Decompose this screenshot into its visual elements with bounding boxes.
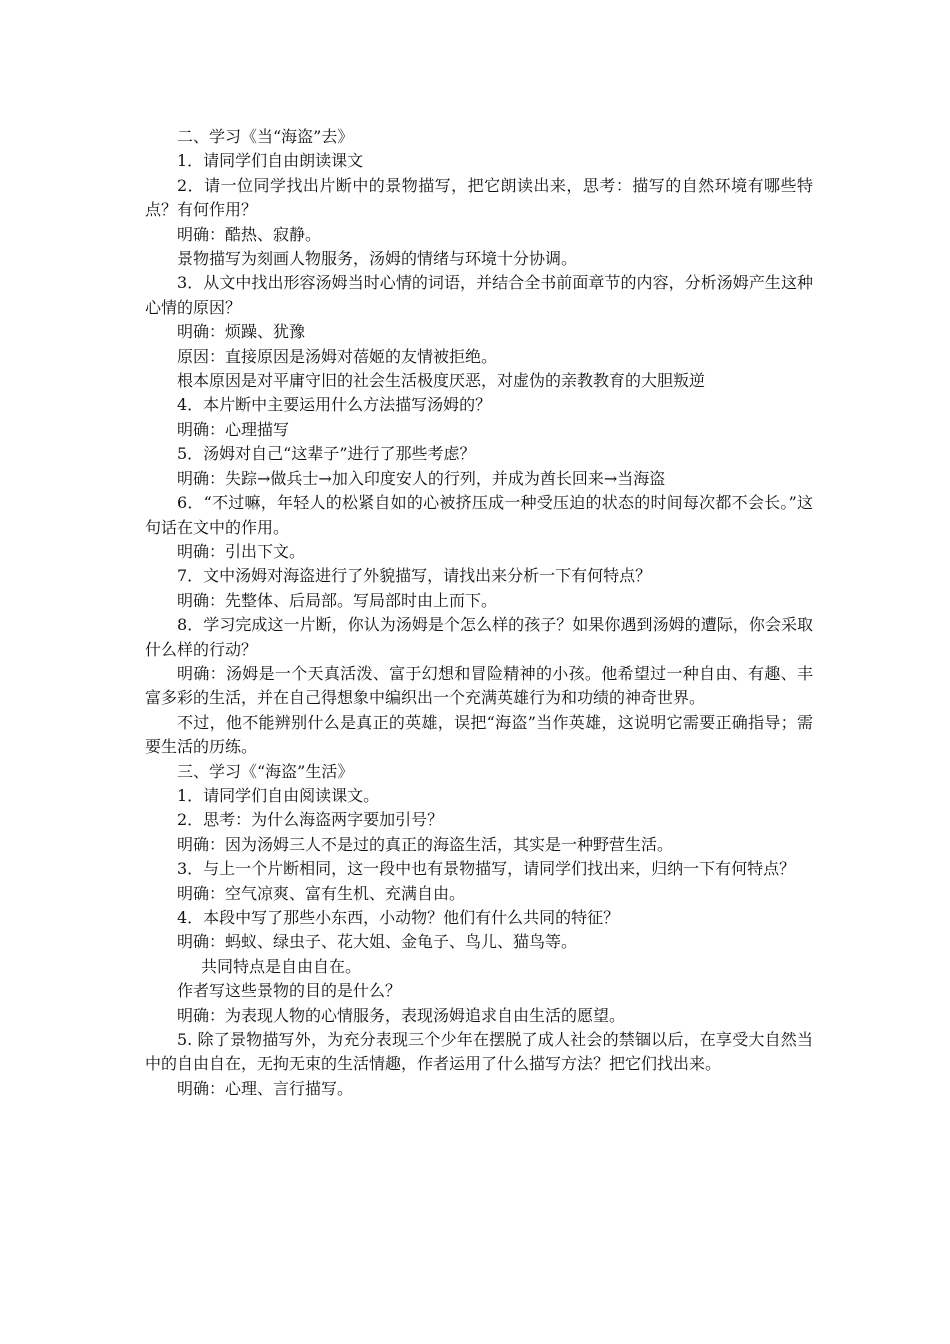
paragraph: 3．从文中找出形容汤姆当时心情的词语，并结合全书前面章节的内容，分析汤姆产生这种心情的原因？ <box>145 273 813 317</box>
paragraph: 明确：心理描写 <box>177 419 290 439</box>
paragraph: 明确：先整体、后局部。写局部时由上而下。 <box>177 590 498 610</box>
paragraph: 明确：空气凉爽、富有生机、充满自由。 <box>177 883 466 903</box>
paragraph: 5．汤姆对自己“这辈子”进行了那些考虑？ <box>177 444 476 464</box>
paragraph: 不过，他不能辨别什么是真正的英雄，误把“海盗”当作英雄，这说明它需要正确指导；需要生活的历练。 <box>145 712 813 757</box>
paragraph: 根本原因是对平庸守旧的社会生活极度厌恶，对虚伪的亲教教育的大胆叛逆 <box>177 371 706 391</box>
paragraph: 4．本段中写了那些小东西，小动物？他们有什么共同的特征？ <box>177 908 620 927</box>
paragraph: 2．思考：为什么海盗两字要加引号？ <box>177 810 444 830</box>
paragraph: 6．“不过嘛，年轻人的松紧自如的心被挤压成一种受压迫的状态的时间每次都不会长。”这句话在文中的作用。 <box>145 493 813 537</box>
paragraph: 7．文中汤姆对海盗进行了外貌描写，请找出来分析一下有何特点？ <box>177 566 652 586</box>
paragraph: 明确：心理、言行描写。 <box>177 1078 354 1098</box>
paragraph: 8．学习完成这一片断，你认为汤姆是个怎么样的孩子？如果你遇到汤姆的遭际，你会采取什么样的行动？ <box>145 615 813 659</box>
paragraph: 明确：烦躁、犹豫 <box>177 322 306 342</box>
paragraph: 原因：直接原因是汤姆对蓓姬的友情被拒绝。 <box>177 346 498 366</box>
paragraph: 明确：汤姆是一个天真活泼、富于幻想和冒险精神的小孩。他希望过一种自由、有趣、丰富多彩的生活，并在自己得想象中编织出一个充满英雄行为和功绩的神奇世界。 <box>145 663 813 708</box>
paragraph: 4．本片断中主要运用什么方法描写汤姆的？ <box>177 395 492 415</box>
paragraph: 1．请同学们自由阅读课文。 <box>177 785 380 805</box>
paragraph: 明确：因为汤姆三人不是过的真正的海盗生活，其实是一种野营生活。 <box>177 834 674 854</box>
paragraph: 景物描写为刻画人物服务，汤姆的情绪与环境十分协调。 <box>177 249 578 269</box>
section-heading-3: 三、学习《“海盗”生活》 <box>177 761 354 781</box>
paragraph: 明确：酷热、寂静。 <box>177 224 322 244</box>
paragraph: 5. 除了景物描写外，为充分表现三个少年在摆脱了成人社会的禁锢以后，在享受大自然当中的自由自在，无拘无束的生活情趣，作者运用了什么描写方法？把它们找出来。 <box>145 1030 813 1074</box>
paragraph: 明确：为表现人物的心情服务，表现汤姆追求自由生活的愿望。 <box>177 1005 626 1025</box>
paragraph: 作者写这些景物的目的是什么？ <box>177 981 402 1001</box>
paragraph: 共同特点是自由自在。 <box>201 956 362 976</box>
paragraph: 明确：引出下文。 <box>177 541 306 561</box>
paragraph: 1．请同学们自由朗读课文 <box>177 151 364 171</box>
lesson-text <box>145 125 813 1101</box>
paragraph: 明确：蚂蚁、绿虫子、花大姐、金龟子、鸟儿、猫鸟等。 <box>177 932 578 952</box>
paragraph: 3．与上一个片断相同，这一段中也有景物描写，请同学们找出来，归纳一下有何特点？ <box>177 859 796 879</box>
section-heading-2: 二、学习《当“海盗”去》 <box>177 127 354 146</box>
paragraph: 明确：失踪→做兵士→加入印度安人的行列，并成为酋长回来→当海盗 <box>177 468 666 488</box>
paragraph: 2．请一位同学找出片断中的景物描写，把它朗读出来，思考：描写的自然环境有哪些特点？有何作用？ <box>145 175 813 220</box>
